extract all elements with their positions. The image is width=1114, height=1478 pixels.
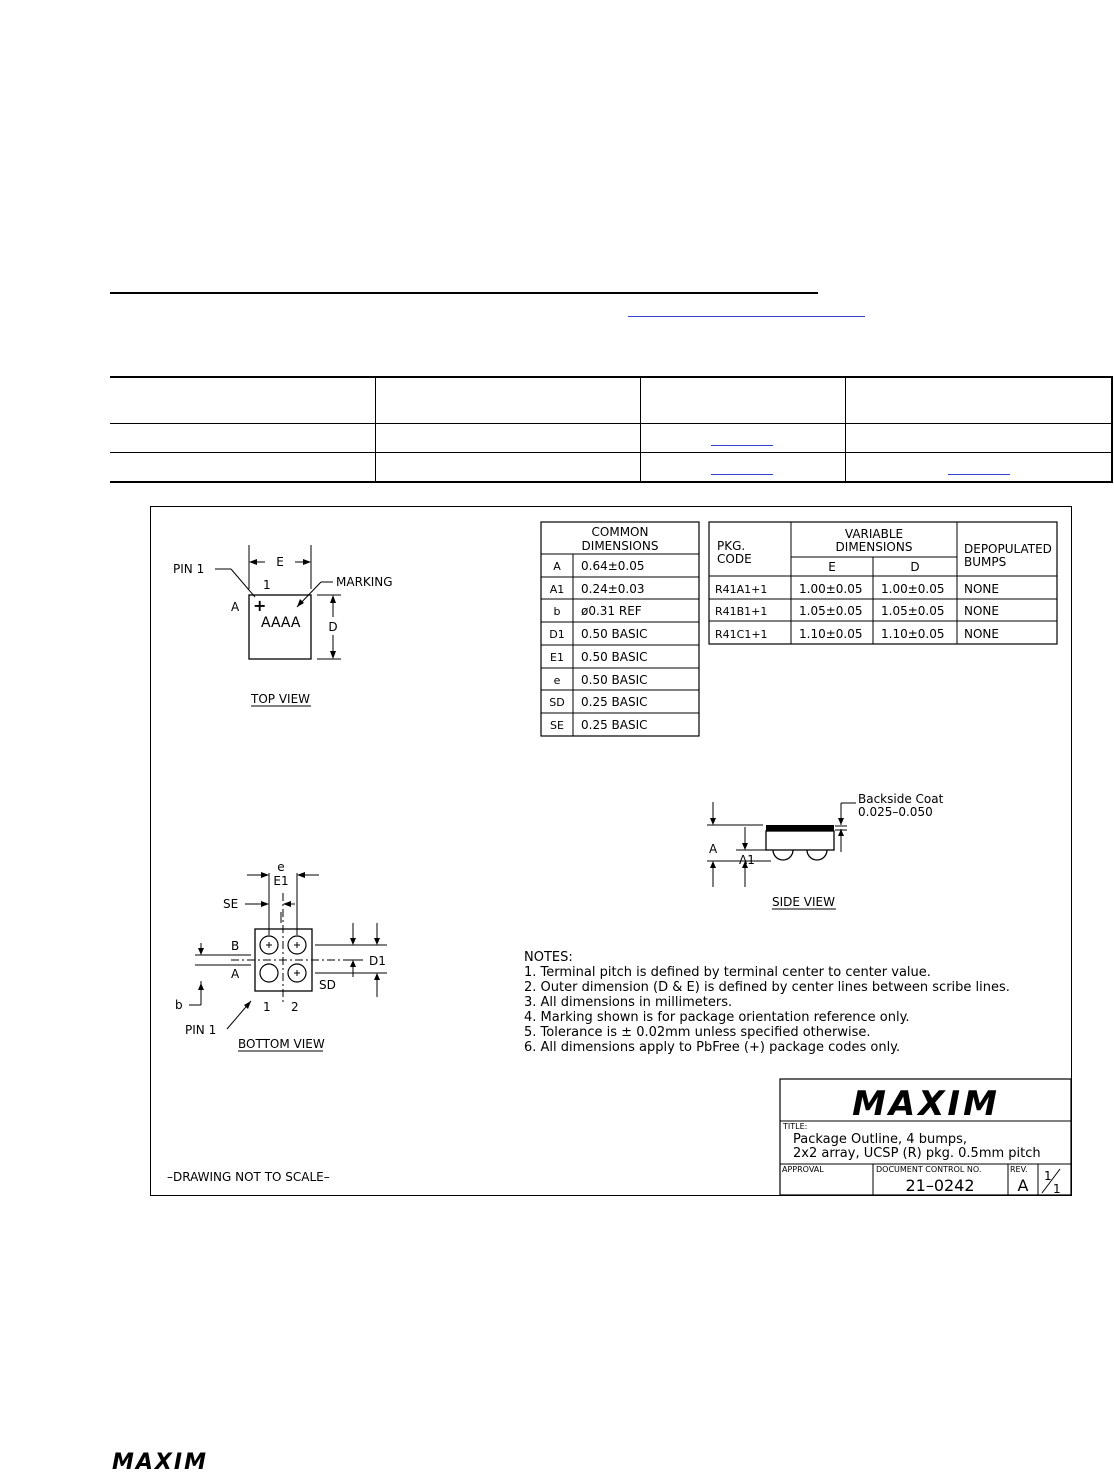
common-sym: SE [550, 719, 564, 732]
marking-text: AAAA [261, 615, 301, 631]
common-val: ø0.31 REF [581, 604, 642, 618]
depop-bumps: NONE [964, 627, 999, 641]
notes-heading: NOTES: [524, 950, 573, 965]
table-cell [641, 453, 846, 483]
note-item: 2. Outer dimension (D & E) is defined by center lines between scribe lines. [524, 980, 1010, 995]
table-cell [110, 453, 376, 483]
bottom-row-a-label: A [231, 967, 240, 981]
variable-dimensions-table [709, 522, 1057, 644]
note-item: 5. Tolerance is ± 0.02mm unless specified otherwise. [524, 1025, 871, 1040]
table-cell [110, 424, 376, 453]
package-outline-drawing [150, 506, 1072, 1196]
sheet-total: 1 [1053, 1182, 1061, 1195]
approval-label: APPROVAL [782, 1165, 824, 1174]
common-val: 0.25 BASIC [581, 718, 648, 732]
link-underline[interactable] [628, 316, 865, 317]
bottom-pin1-label: PIN 1 [185, 1023, 217, 1037]
maxim-logo-text: MAXIM [852, 1084, 1000, 1124]
common-sym: D1 [549, 628, 565, 641]
depop-bumps: NONE [964, 604, 999, 618]
backside-coat-label: Backside Coat [858, 792, 944, 806]
table-cell [641, 377, 846, 424]
common-val: 0.24±0.03 [581, 582, 645, 596]
pkg-code-header-1: PKG. [717, 539, 746, 553]
variable-d: 1.00±0.05 [881, 582, 945, 596]
common-sym: A [553, 560, 561, 573]
common-sym: SD [549, 696, 565, 709]
package-info-table [110, 376, 1113, 483]
note-item: 1. Terminal pitch is defined by terminal center to center value. [524, 965, 931, 980]
note-item: 3. All dimensions in millimeters. [524, 995, 733, 1010]
table-cell [641, 424, 846, 453]
bottom-view [175, 860, 387, 1051]
title-block [780, 1079, 1071, 1195]
pkg-code: R41A1+1 [715, 583, 768, 596]
top-d-label: D [328, 620, 338, 634]
table-header-row [110, 377, 1112, 424]
common-header-1: COMMON [591, 525, 649, 539]
rev-label: REV. [1010, 1165, 1028, 1174]
variable-e: 1.10±0.05 [799, 627, 863, 641]
land-pattern-link[interactable] [948, 474, 1010, 475]
section-rule [110, 292, 818, 294]
variable-col-e: E [828, 560, 836, 574]
table-row [110, 424, 1112, 453]
bottom-row-b-label: B [231, 939, 240, 953]
maxim-logo [852, 1084, 1000, 1124]
title-line-2: 2x2 array, UCSP (R) pkg. 0.5mm pitch [793, 1146, 1041, 1161]
variable-e: 1.00±0.05 [799, 582, 863, 596]
top-e-label: E [276, 555, 284, 569]
common-val: 0.50 BASIC [581, 627, 648, 641]
depop-header-2: BUMPS [964, 555, 1007, 569]
title-label: TITLE: [783, 1122, 808, 1131]
side-view-title: SIDE VIEW [772, 895, 835, 909]
pkg-code-header-2: CODE [717, 552, 752, 566]
table-row [110, 453, 1112, 483]
die-body [766, 831, 834, 850]
bump-a1 [260, 964, 278, 982]
common-val: 0.25 BASIC [581, 695, 648, 709]
common-sym: A1 [549, 583, 565, 596]
variable-header-2: DIMENSIONS [835, 540, 913, 554]
bottom-b-label: b [175, 998, 183, 1012]
sheet-number: 1 [1044, 1169, 1052, 1183]
table-cell [846, 424, 1113, 453]
top-pin1-label: PIN 1 [173, 562, 205, 576]
common-sym: e [553, 674, 561, 687]
table-cell [376, 424, 641, 453]
table-cell [376, 377, 641, 424]
bottom-e1-label: E1 [273, 874, 289, 888]
outline-link[interactable] [711, 474, 773, 475]
common-header-2: DIMENSIONS [581, 539, 659, 553]
common-val: 0.50 BASIC [581, 650, 648, 664]
title-line-1: Package Outline, 4 bumps, [793, 1132, 968, 1147]
footer-logo-text: MAXIM [112, 1450, 208, 1475]
backside-coat-value: 0.025–0.050 [858, 805, 933, 819]
top-col1-label: 1 [263, 578, 271, 592]
common-val: 0.50 BASIC [581, 673, 648, 687]
solder-bump [807, 850, 827, 860]
note-item: 4. Marking shown is for package orientation reference only. [524, 1010, 910, 1025]
common-dimensions-table [541, 522, 699, 736]
marking-label: MARKING [336, 575, 393, 589]
bottom-d1-label: D1 [369, 954, 386, 968]
pin1-plus-icon: + [253, 596, 267, 615]
bottom-view-title: BOTTOM VIEW [238, 1037, 325, 1051]
not-to-scale-label: –DRAWING NOT TO SCALE– [167, 1170, 330, 1184]
outline-link[interactable] [711, 445, 773, 446]
table-cell [376, 453, 641, 483]
variable-d: 1.10±0.05 [881, 627, 945, 641]
doc-control-number: 21–0242 [905, 1176, 975, 1195]
table-cell [846, 453, 1113, 483]
bottom-col1-label: 1 [263, 1000, 271, 1014]
bottom-se-label: SE [223, 897, 239, 911]
notes [524, 950, 1010, 1055]
bottom-sd-label: SD [319, 978, 336, 992]
backside-coat [766, 825, 834, 831]
table-cell [110, 377, 376, 424]
solder-bump [773, 850, 793, 860]
bottom-e-label: e [277, 860, 285, 874]
rev-value: A [1017, 1176, 1029, 1195]
footer-maxim-logo [112, 1450, 208, 1475]
table-cell [846, 377, 1113, 424]
bottom-col2-label: 2 [291, 1000, 299, 1014]
doc-control-label: DOCUMENT CONTROL NO. [876, 1165, 982, 1174]
note-item: 6. All dimensions apply to PbFree (+) package codes only. [524, 1040, 901, 1055]
side-a-label: A [709, 842, 718, 856]
variable-header-1: VARIABLE [844, 527, 904, 541]
variable-e: 1.05±0.05 [799, 604, 863, 618]
common-sym: E1 [550, 651, 564, 664]
top-view [173, 545, 393, 706]
side-a1-label: A1 [739, 853, 755, 867]
pkg-code: R41B1+1 [715, 605, 768, 618]
top-row-a-label: A [231, 600, 240, 614]
drawing-canvas [151, 507, 1071, 1195]
pkg-code: R41C1+1 [715, 628, 768, 641]
variable-d: 1.05±0.05 [881, 604, 945, 618]
depop-bumps: NONE [964, 582, 999, 596]
side-view [707, 792, 944, 909]
common-val: 0.64±0.05 [581, 559, 645, 573]
depop-header-1: DEPOPULATED [964, 542, 1052, 556]
top-view-title: TOP VIEW [251, 692, 311, 706]
variable-col-d: D [910, 560, 920, 574]
common-sym: b [553, 605, 561, 618]
